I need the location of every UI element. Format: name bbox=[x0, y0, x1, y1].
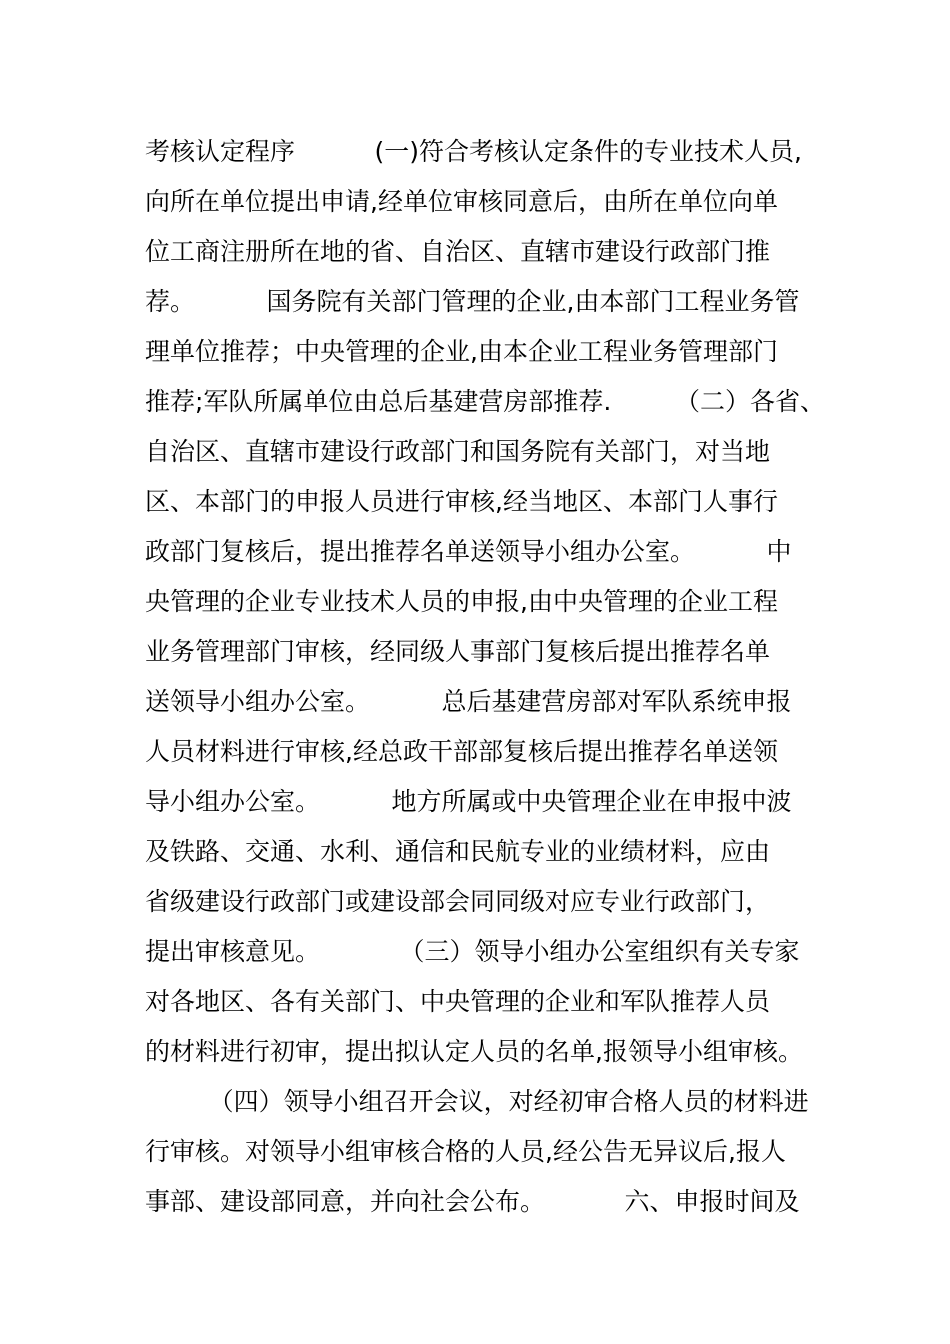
text-line: 荐。 国务院有关部门管理的企业,由本部门工程业务管 bbox=[145, 287, 800, 316]
text-line: 的材料进行初审，提出拟认定人员的名单,报领导小组审核。 bbox=[145, 1037, 803, 1066]
text-line: 考核认定程序 (一)符合考核认定条件的专业技术人员, bbox=[145, 137, 802, 166]
text-line: 人员材料进行审核,经总政干部部复核后提出推荐名单送领 bbox=[145, 737, 778, 766]
text-line: 政部门复核后，提出推荐名单送领导小组办公室。 中 bbox=[145, 537, 792, 566]
text-line: 业务管理部门审核，经同级人事部门复核后提出推荐名单 bbox=[145, 637, 771, 666]
text-line: 向所在单位提出申请,经单位审核同意后，由所在单位向单 bbox=[145, 187, 778, 216]
body-text bbox=[145, 127, 825, 1227]
text-line: 位工商注册所在地的省、自治区、直辖市建设行政部门推 bbox=[145, 237, 771, 266]
text-line: 及铁路、交通、水利、通信和民航专业的业绩材料，应由 bbox=[145, 837, 771, 866]
text-line: 央管理的企业专业技术人员的申报,由中央管理的企业工程 bbox=[145, 587, 778, 616]
text-line: 自治区、直辖市建设行政部门和国务院有关部门，对当地 bbox=[145, 437, 771, 466]
text-line: 提出审核意见。 （三）领导小组办公室组织有关专家 bbox=[145, 937, 800, 966]
text-line: 省级建设行政部门或建设部会同同级对应专业行政部门， bbox=[145, 887, 771, 916]
text-line: 区、本部门的申报人员进行审核,经当地区、本部门人事行 bbox=[145, 487, 778, 516]
text-line: 行审核。对领导小组审核合格的人员,经公告无异议后,报人 bbox=[145, 1137, 786, 1166]
text-line: 送领导小组办公室。 总后基建营房部对军队系统申报 bbox=[145, 687, 792, 716]
text-line: 事部、建设部同意，并向社会公布。 六、申报时间及 bbox=[145, 1187, 800, 1216]
text-line: 推荐;军队所属单位由总后基建营房部推荐. （二）各省、 bbox=[145, 387, 825, 416]
text-line: 导小组办公室。 地方所属或中央管理企业在申报中波 bbox=[145, 787, 792, 816]
text-line: 理单位推荐；中央管理的企业,由本企业工程业务管理部门 bbox=[145, 337, 778, 366]
text-line: 对各地区、各有关部门、中央管理的企业和军队推荐人员 bbox=[145, 987, 771, 1016]
text-line: （四）领导小组召开会议，对经初审合格人员的材料进 bbox=[145, 1087, 809, 1116]
